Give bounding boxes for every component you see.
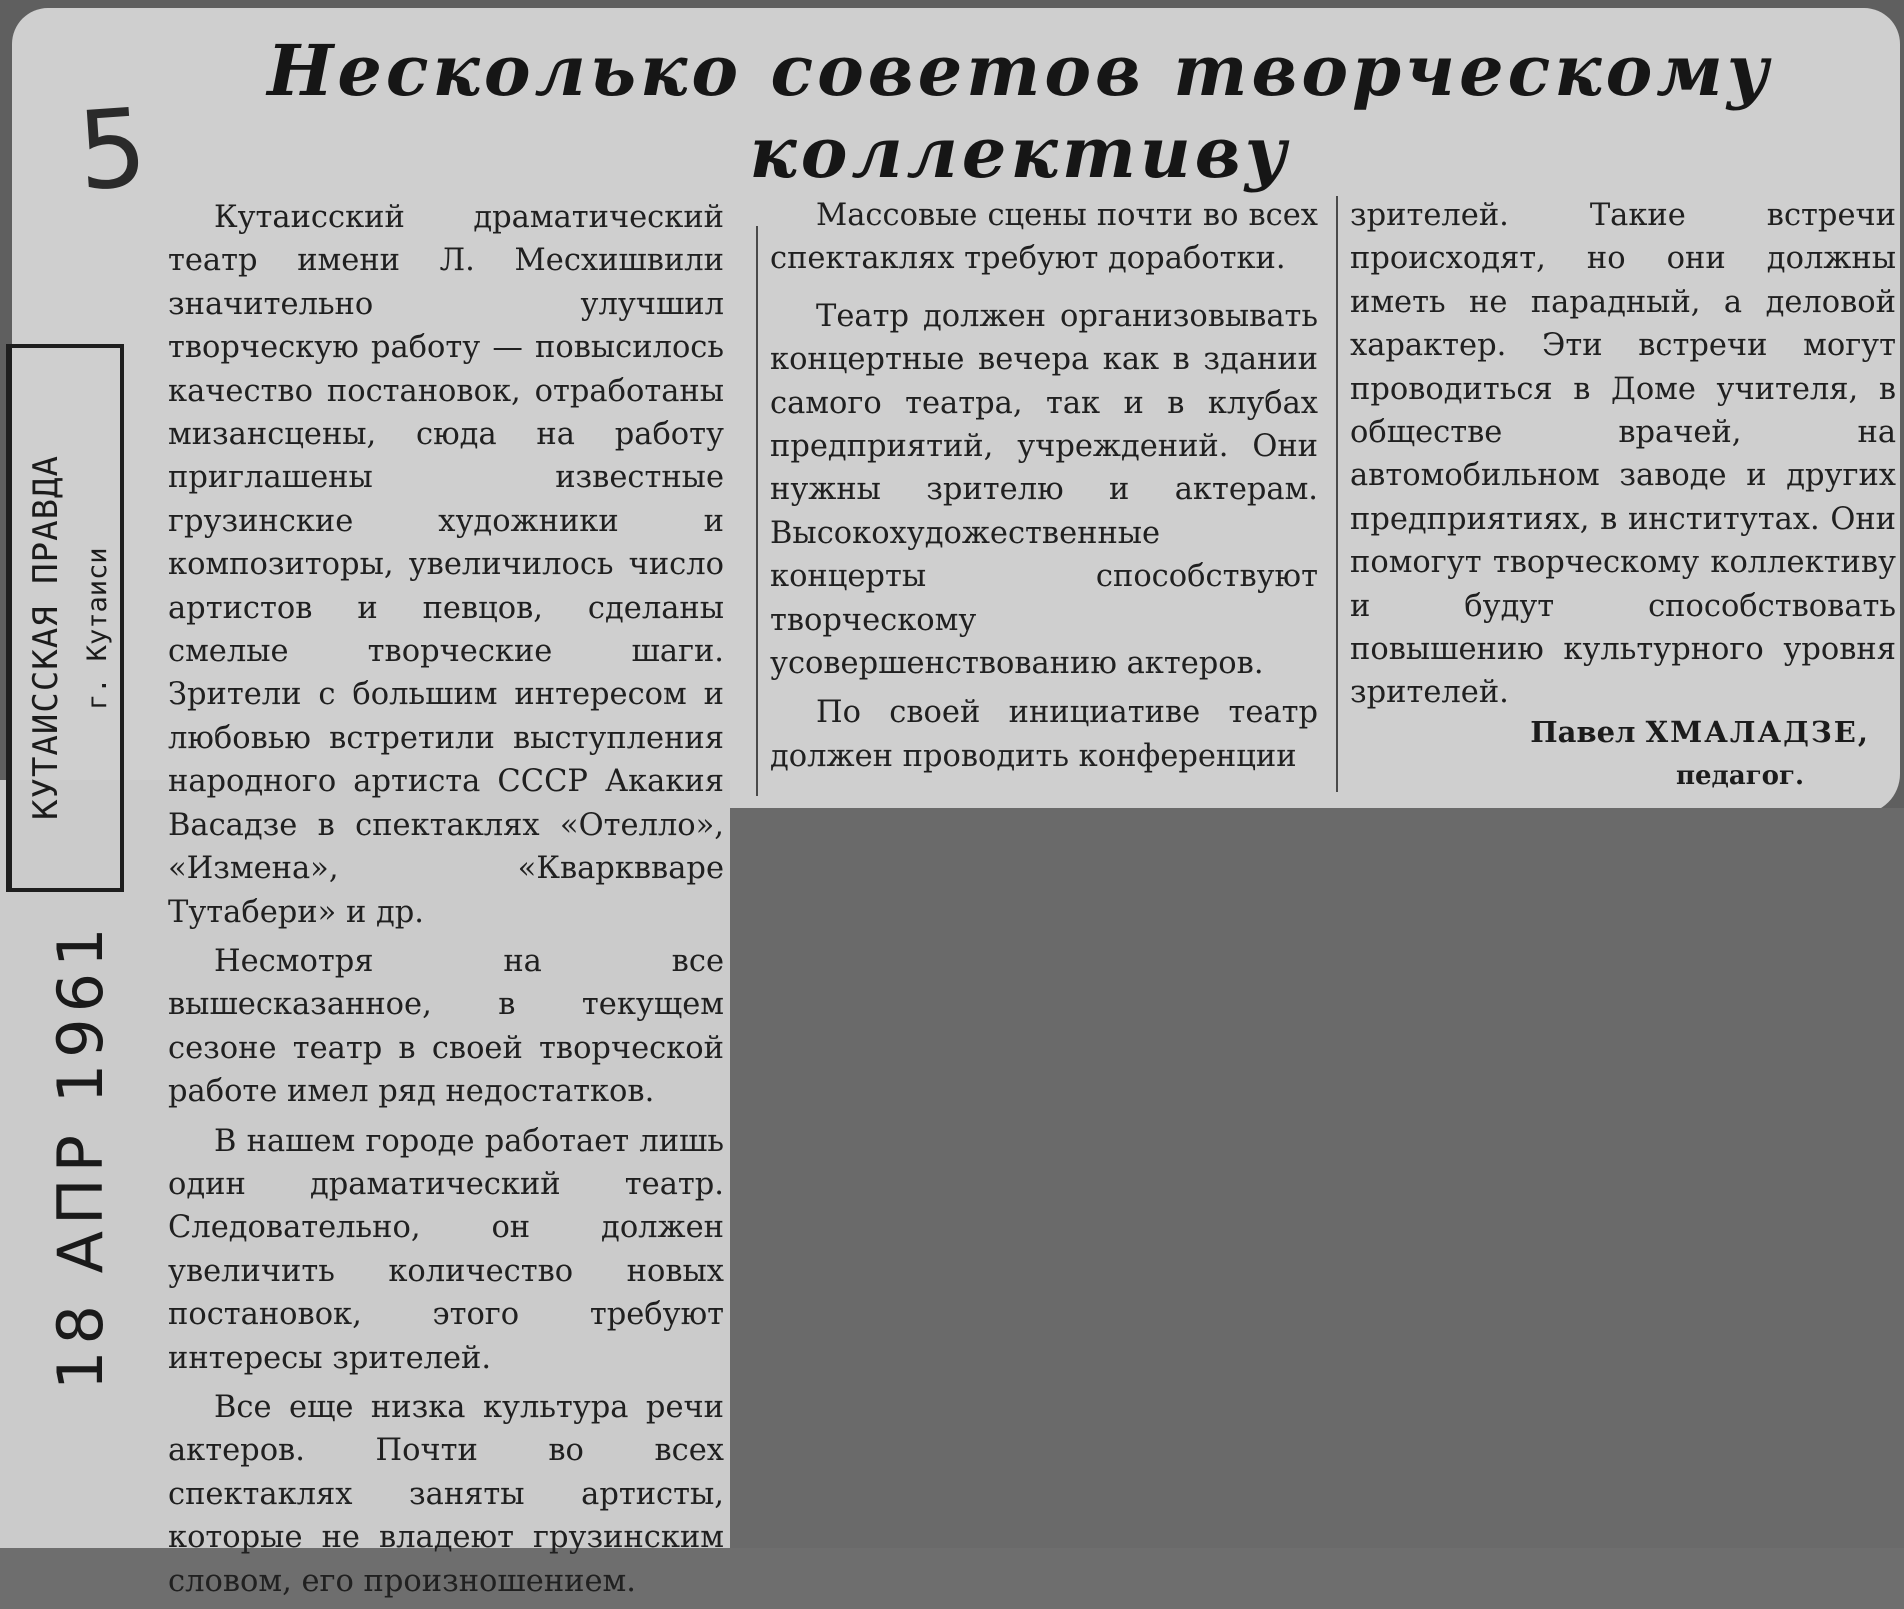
article-column-3 [1350, 194, 1896, 721]
title-line-1: Несколько советов творческому [267, 29, 1773, 112]
author-signature [1400, 710, 1870, 798]
column-divider-1 [756, 226, 758, 796]
column-divider-2 [1336, 196, 1338, 792]
author-first-name: Павел [1530, 715, 1636, 749]
paragraph: Несмотря на все вышесказанное, в текущем сезоне театр в своей творческой работе имел ряд недостатков. [168, 943, 724, 1110]
article-column-2 [770, 194, 1318, 784]
handwritten-number: 5 [73, 85, 151, 216]
paragraph: В нашем городе работает лишь один драматический театр. Следовательно, он должен увеличить количество новых постановок, этого требуют интересы зрителей. [168, 1123, 724, 1376]
author-role: педагог. [1675, 761, 1804, 791]
paragraph: Кутаисский драматический театр имени Л. Месхишвили значительно улучшил творческую работу — повысилось качество постановок, отработаны мизансцены, сюда на работу приглашены известные грузинские художники и композиторы, увеличилось число артистов и певцов, сделаны смелые творческие шаги. Зрители с большим интересом и любовью встретили выступления народного артиста СССР Акакия Васадзе в спектаклях «Отелло», «Измена», «Кварквваре Тутабери» и др. [168, 200, 724, 930]
article-column-1 [168, 196, 724, 1609]
blank-backing-area [730, 808, 1904, 1548]
paragraph: Все еще низка культура речи актеров. Почти во всех спектаклях заняты артисты, которые не владеют грузинским словом, его произношением. [168, 1389, 724, 1599]
date-stamp: 18 АПР 1961 [44, 921, 117, 1390]
paragraph: Массовые сцены почти во всех спектаклях требуют доработки. [770, 198, 1318, 277]
newspaper-stamp-name: КУТАИССКАЯ ПРАВДА [26, 455, 66, 820]
paragraph: Театр должен организовывать концертные вечера как в здании самого театра, так и в клубах предприятий, учреждений. Они нужны зрителю и актерам. Высокохудожественные концерты способствуют творческому усовершенствованию актеров. [770, 298, 1318, 682]
author-surname: ХМАЛАДЗЕ, [1645, 715, 1870, 749]
paragraph: По своей инициативе театр должен проводить конференции [770, 695, 1318, 774]
author-name [1530, 715, 1870, 749]
title-line-2: коллективу [749, 111, 1291, 194]
newspaper-stamp-city: г. Кутаиси [82, 547, 113, 710]
paragraph: зрителей. Такие встречи происходят, но они должны иметь не парадный, а деловой характер. Эти встречи могут проводиться в Доме учителя, в обществе врачей, на автомобильном заводе и других предприятиях, в институтах. Они помогут творческому коллективу и будут способствовать повышению культурного уровня зрителей. [1350, 198, 1896, 711]
article-title [200, 30, 1840, 194]
